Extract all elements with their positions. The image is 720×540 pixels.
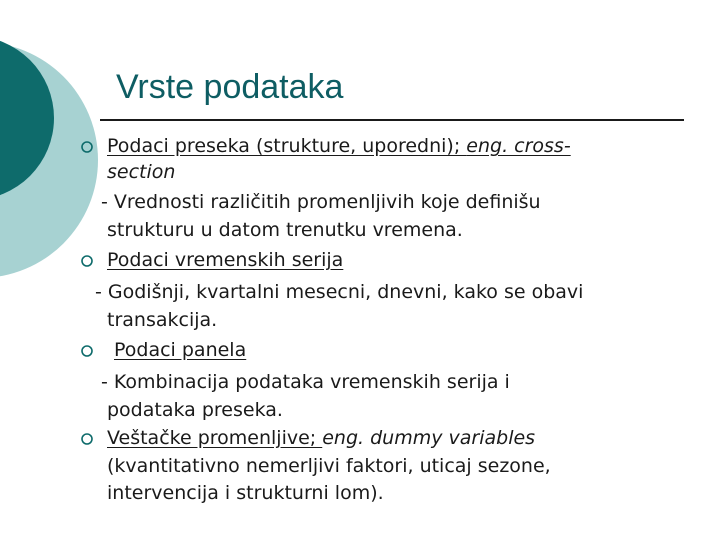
light-teal-circle [0, 42, 98, 278]
bullet-2-desc-line-2: transakcija. [107, 309, 218, 331]
circle-bullet-icon [80, 344, 94, 358]
bullet-4-heading-italic: eng. dummy variables [322, 427, 536, 449]
bullet-1-heading [107, 134, 571, 158]
bullet-1-heading-text: Podaci preseka (strukture, uporedni); [107, 135, 467, 157]
title-divider [100, 119, 684, 121]
bullet-1-desc-line-1: - Vrednosti različitih promenljivih koje definišu [101, 191, 541, 213]
bullet-3-heading: Podaci panela [114, 339, 247, 361]
bullet-2-desc-line-1: - Godišnji, kvartalni mesecni, dnevni, kako se obavi [95, 281, 584, 303]
slide-title: Vrste podataka [116, 68, 344, 106]
bullet-4-heading-text: Veštačke promenljive; [107, 427, 323, 449]
bullet-4-desc-line-2: intervencija i strukturni lom). [107, 482, 384, 504]
circle-bullet-icon [80, 432, 94, 446]
circle-bullet-icon [80, 254, 94, 268]
bullet-1-heading-cont: section [107, 161, 176, 183]
bullet-4-heading [107, 426, 535, 450]
bullet-3-desc-line-2: podataka preseka. [107, 399, 283, 421]
bullet-1-heading-italic: eng. cross- [466, 135, 571, 157]
bullet-3-desc-line-1: - Kombinacija podataka vremenskih serija i [101, 371, 510, 393]
circle-bullet-icon [80, 140, 94, 154]
bullet-4-desc-line-1: (kvantitativno nemerljivi faktori, uticaj sezone, [107, 455, 551, 477]
bullet-1-desc-line-2: strukturu u datom trenutku vremena. [107, 219, 463, 241]
bullet-2-heading: Podaci vremenskih serija [107, 249, 344, 271]
dark-teal-circle [0, 36, 54, 200]
